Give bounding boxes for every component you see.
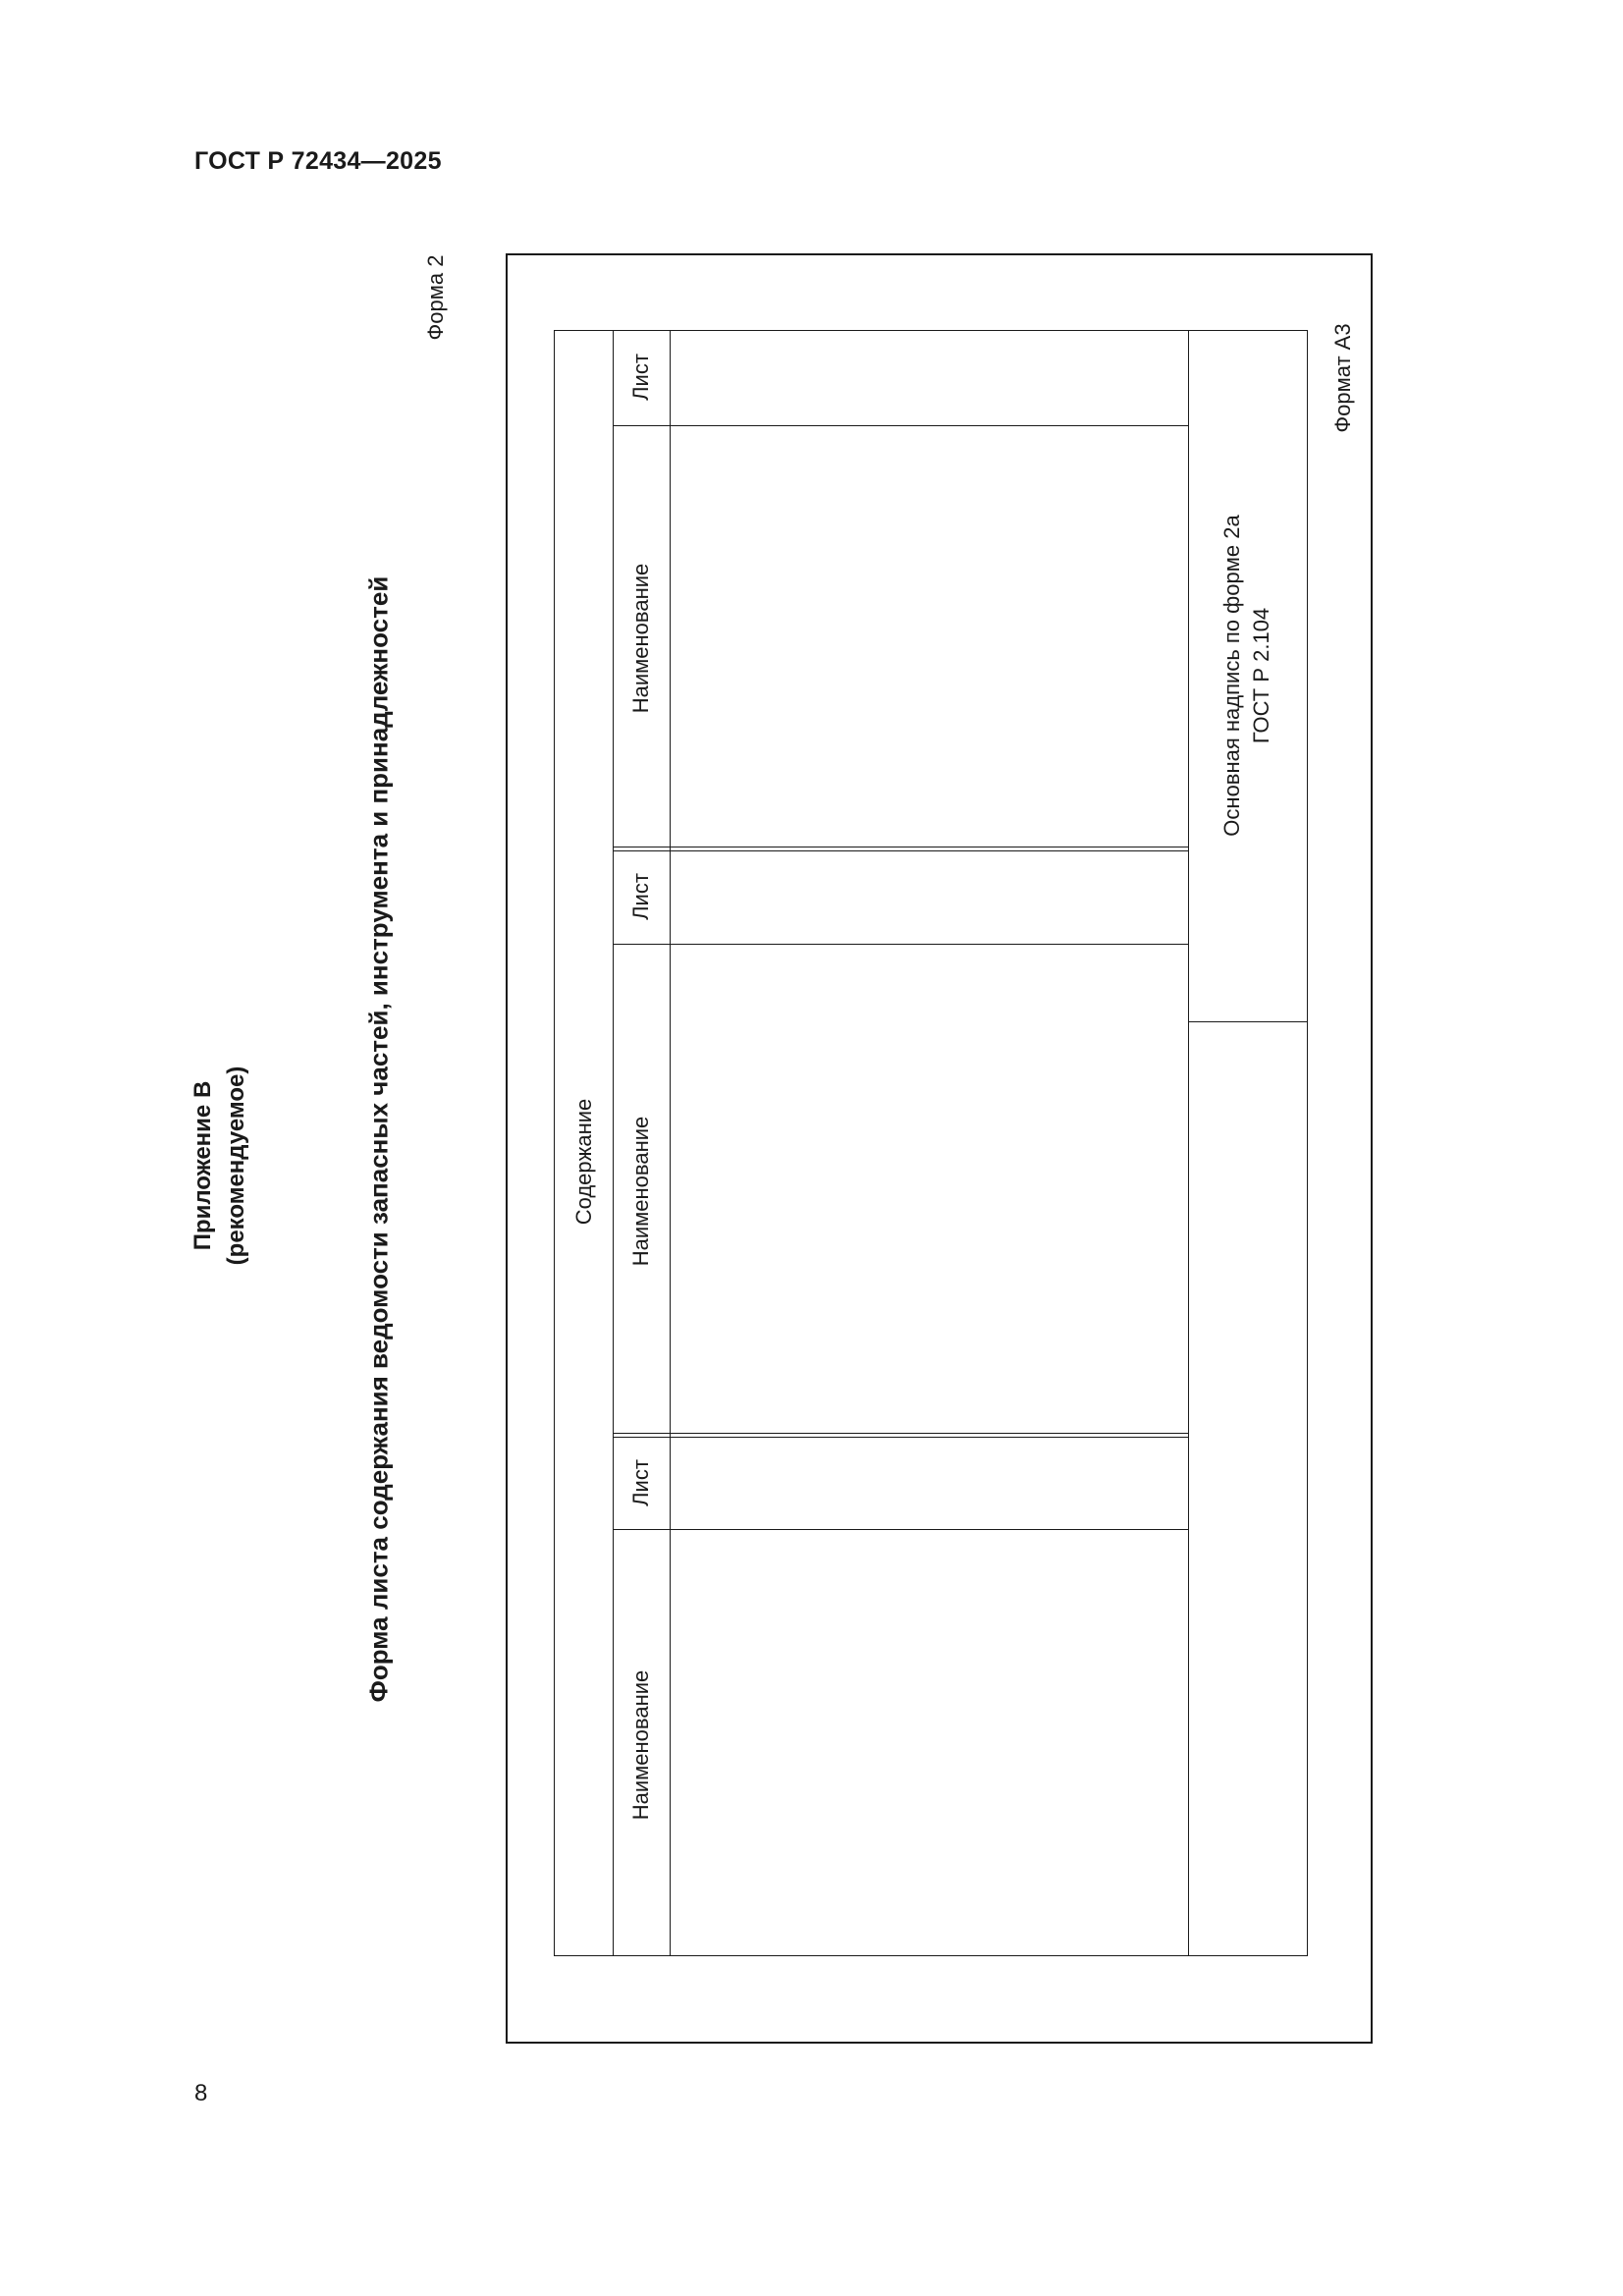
table-right-border [1307,330,1308,1955]
sheet-divider-3 [613,425,1188,426]
table-caption: Содержание [571,1098,596,1226]
sheet-divider-2 [613,944,1188,945]
group-boundary-2b [613,1437,1188,1438]
column-header-sheet-3: Лист [628,354,653,401]
title-block-divider [1188,330,1189,1955]
title-block-text [1217,515,1276,836]
form-number: Форма 2 [423,254,448,341]
table-left-border [554,330,555,1955]
page-number: 8 [194,2080,208,2106]
table-top-border [554,330,1308,331]
title-block-line-1: Основная надпись по форме 2а [1219,515,1244,837]
caption-divider [613,330,614,1955]
group-boundary-1b [613,850,1188,851]
sheet-divider-1 [613,1529,1188,1530]
appendix-heading [187,1066,253,1266]
column-header-sheet-1: Лист [628,1459,653,1506]
table-bottom-border [554,1955,1308,1956]
column-header-name-3: Наименование [628,563,653,714]
format-label: Формат А3 [1330,323,1355,433]
document-header: ГОСТ Р 72434—2025 [194,147,442,175]
form-title: Форма листа содержания ведомости запасных частей, инструмента и принадлежностей [363,575,394,1703]
group-boundary-2a [613,1433,1188,1434]
column-header-name-2: Наименование [628,1116,653,1267]
title-block-line [1188,1021,1307,1022]
title-block-line-2: ГОСТ Р 2.104 [1249,607,1273,744]
appendix-status: (рекомендуемое) [223,1066,249,1266]
column-header-sheet-2: Лист [628,873,653,920]
appendix-title: Приложение В [189,1080,216,1251]
header-divider [670,330,671,1955]
column-header-name-1: Наименование [628,1669,653,1821]
